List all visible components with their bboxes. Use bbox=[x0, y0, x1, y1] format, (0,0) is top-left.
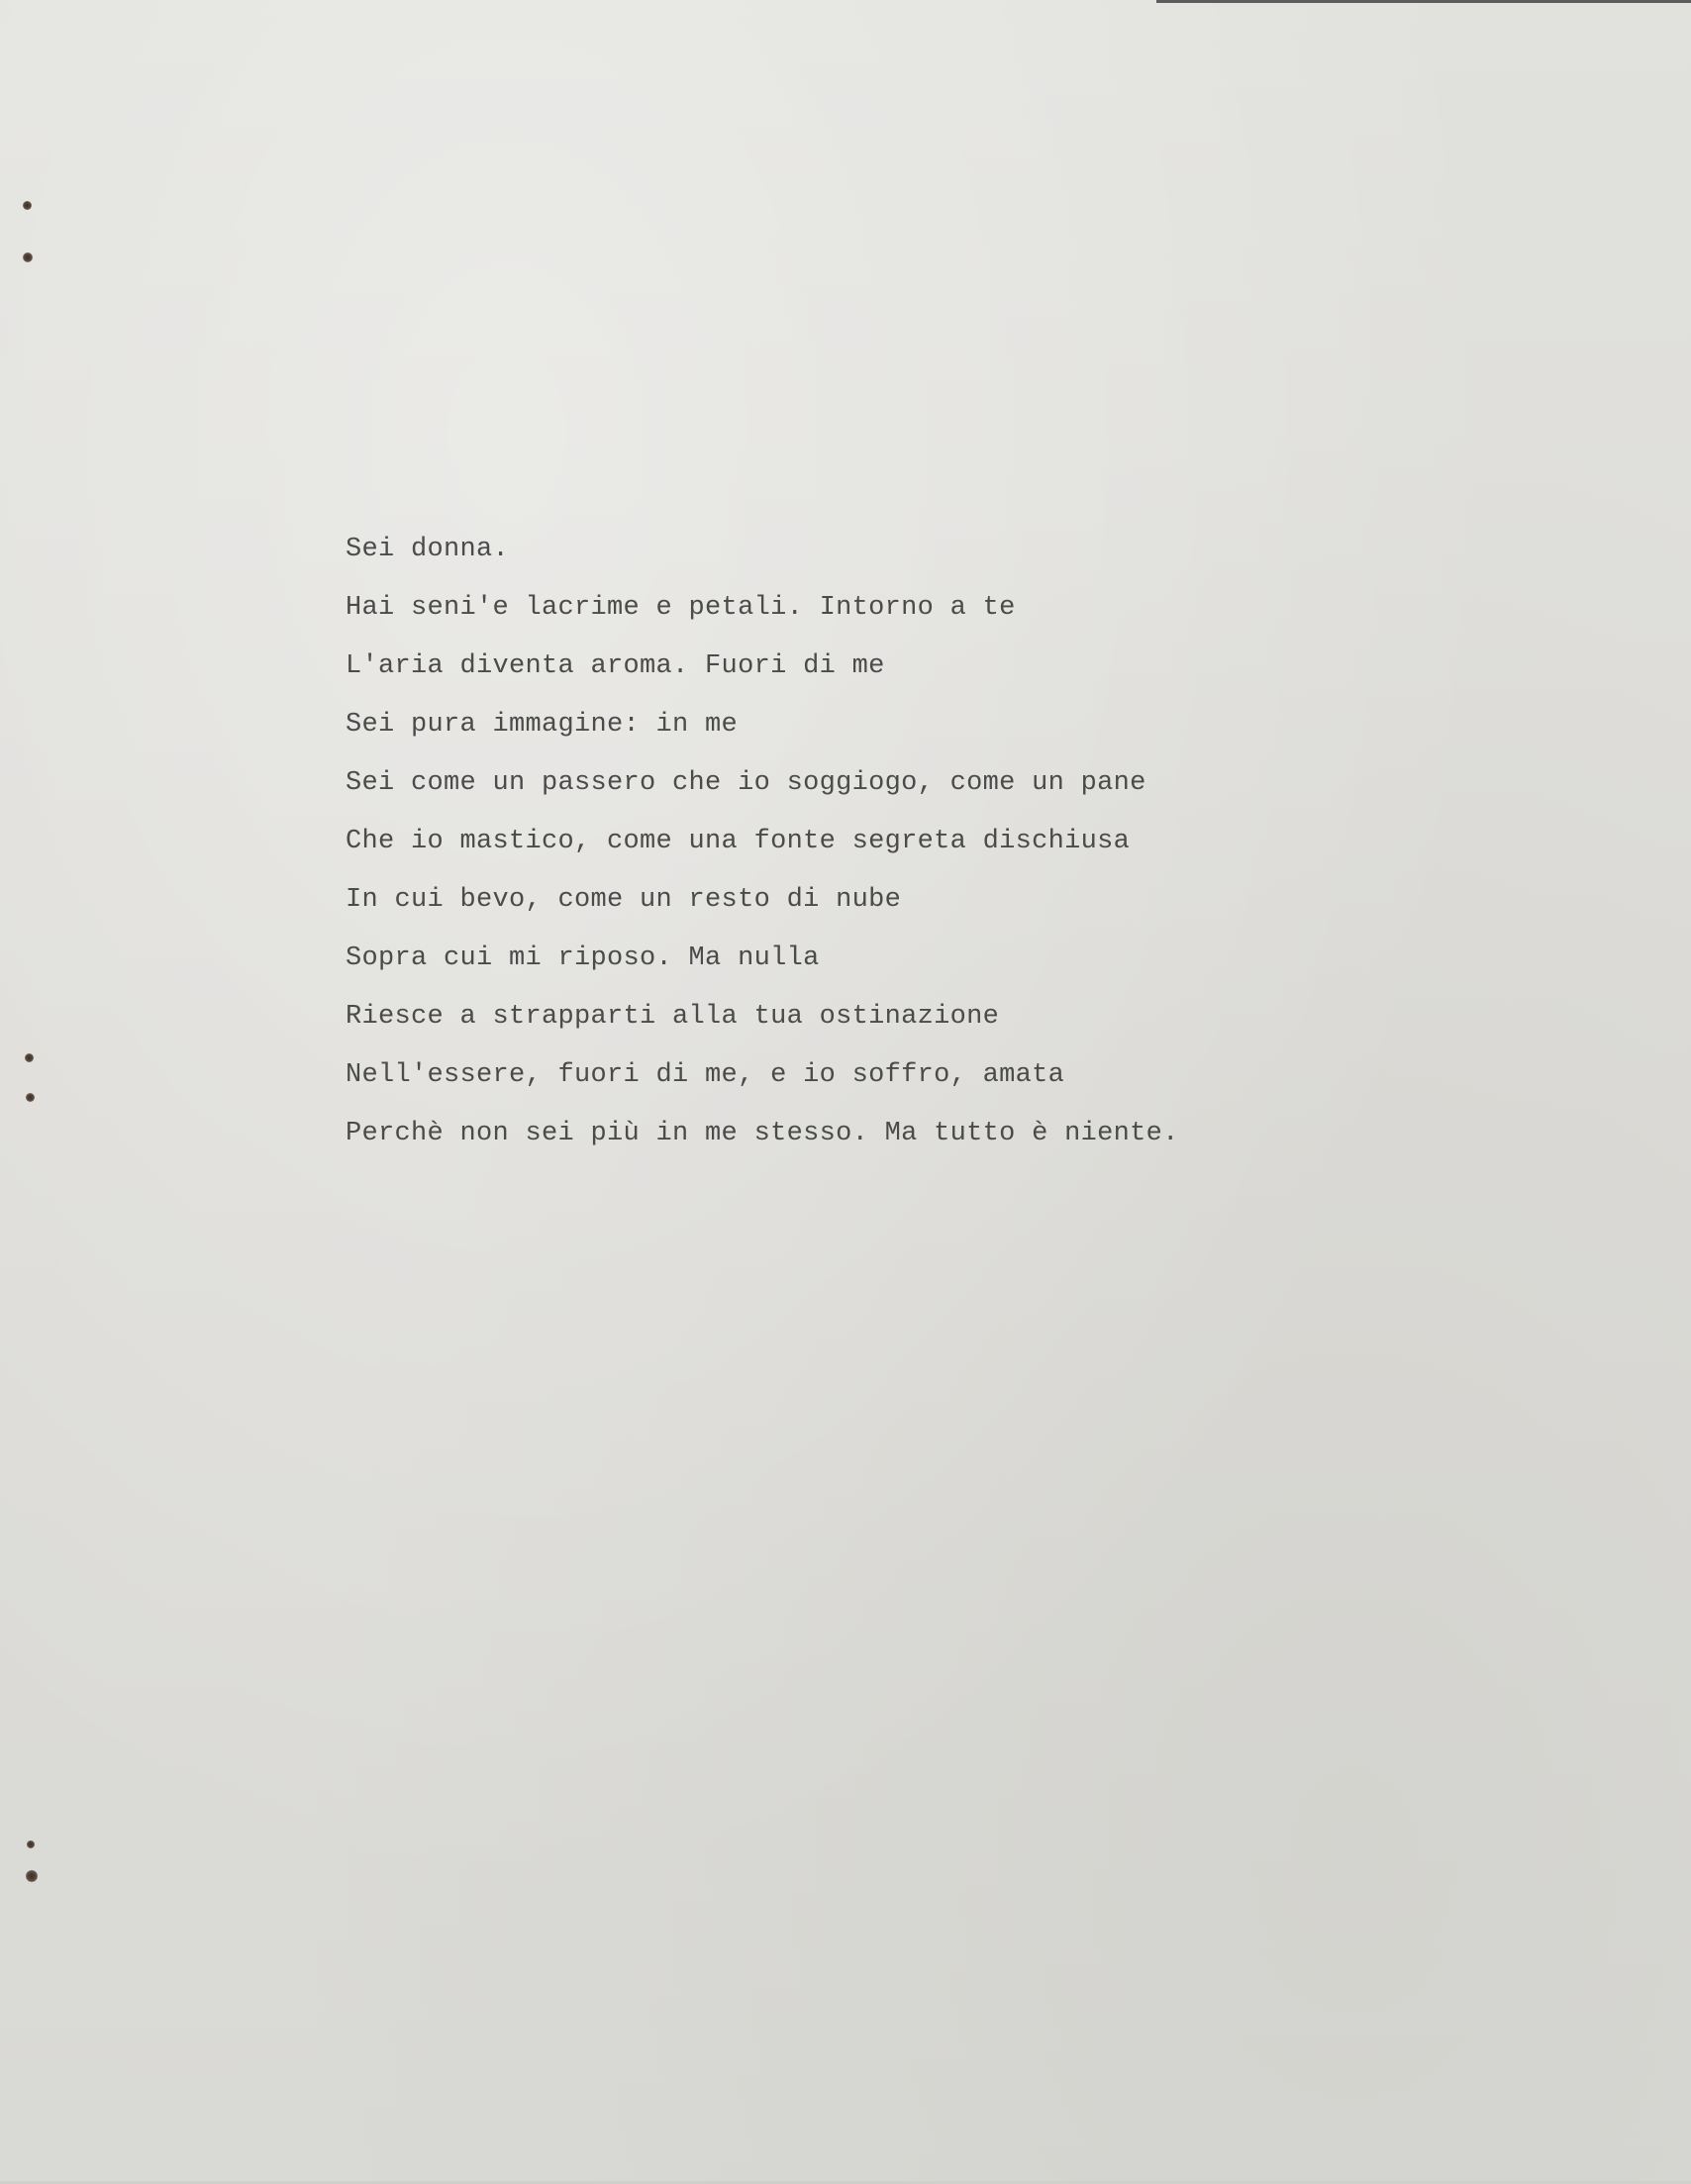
punch-hole-bottom-2 bbox=[26, 1870, 38, 1882]
poem-line-8: Sopra cui mi riposo. Ma nulla bbox=[346, 943, 820, 973]
poem-line-1: Sei donna. bbox=[346, 535, 510, 564]
poem-line-5: Sei come un passero che io soggiogo, come un pane bbox=[346, 768, 1146, 798]
poem-line-2: Hai seni'e lacrime e petali. Intorno a te bbox=[346, 593, 1016, 623]
poem bbox=[346, 530, 1179, 1172]
poem-line-9: Riesce a strapparti alla tua ostinazione bbox=[346, 1002, 1000, 1032]
poem-line-10: Nell'essere, fuori di me, e io soffro, amata bbox=[346, 1060, 1065, 1090]
poem-line-4: Sei pura immagine: in me bbox=[346, 710, 739, 740]
poem-line-7: In cui bevo, come un resto di nube bbox=[346, 885, 902, 915]
punch-hole-top-2 bbox=[23, 252, 33, 262]
punch-hole-top-1 bbox=[23, 201, 32, 210]
page-top-edge bbox=[1156, 0, 1691, 3]
punch-hole-mid-1 bbox=[25, 1053, 34, 1062]
punch-hole-mid-2 bbox=[26, 1093, 35, 1102]
punch-hole-bottom-1 bbox=[27, 1840, 35, 1848]
poem-line-3: L'aria diventa aroma. Fuori di me bbox=[346, 651, 885, 681]
poem-line-11: Perchè non sei più in me stesso. Ma tutto è niente. bbox=[346, 1119, 1179, 1148]
poem-line-6: Che io mastico, come una fonte segreta dischiusa bbox=[346, 827, 1131, 856]
